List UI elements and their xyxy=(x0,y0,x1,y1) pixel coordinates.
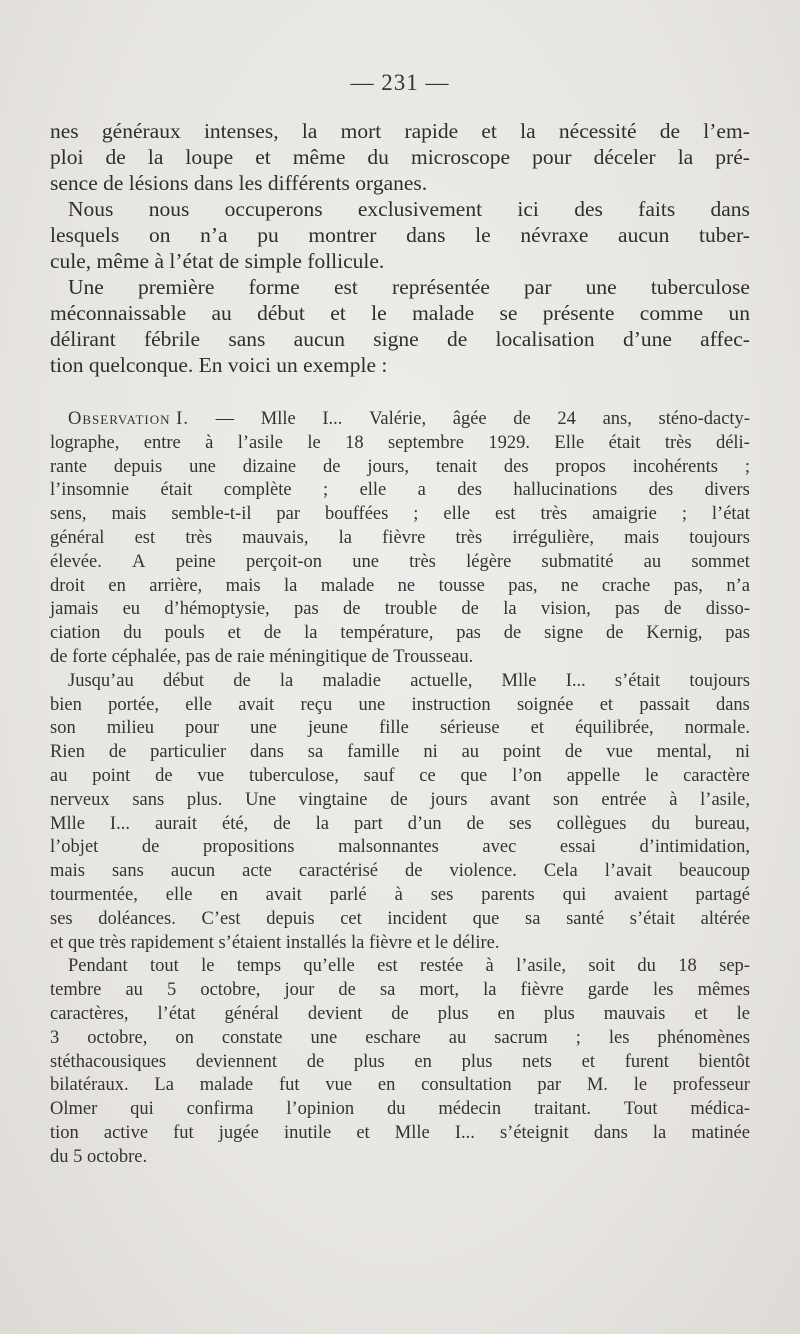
text-line: au point de vue tuberculose, sauf ce que l’on appelle le caractère xyxy=(50,765,750,786)
text-line: de forte céphalée, pas de raie méningitique de Trousseau. xyxy=(50,646,474,667)
text-line: tembre au 5 octobre, jour de sa mort, la fièvre garde les mêmes xyxy=(50,980,750,1001)
text-line: Rien de particulier dans sa famille ni au point de vue mental, ni xyxy=(50,742,750,763)
text-line: tion active fut jugée inutile et Mlle I... s’éteignit dans la matinée xyxy=(50,1122,750,1143)
text-line: Olmer qui confirma l’opinion du médecin traitant. Tout médica- xyxy=(50,1099,750,1120)
observation-text xyxy=(50,408,750,1170)
text-line: sens, mais semble-t-il par bouffées ; elle est très amaigrie ; l’état xyxy=(50,504,750,525)
text-line: Jusqu’au début de la maladie actuelle, Mlle I... s’était toujours xyxy=(68,670,750,691)
text-line: ses doléances. C’est depuis cet incident que sa santé s’était altérée xyxy=(50,908,750,929)
text-line: Mlle I... aurait été, de la part d’un de ses collègues du bureau, xyxy=(50,813,750,834)
text-line: du 5 octobre. xyxy=(50,1146,148,1167)
text-line: cule, même à l’état de simple follicule. xyxy=(50,249,385,273)
text-line: l’objet de propositions malsonnantes avec essai d’intimidation, xyxy=(50,837,750,858)
text-line: Une première forme est représentée par une tuberculose xyxy=(68,275,750,299)
text-line: élevée. A peine perçoit-on une très légère submatité au sommet xyxy=(50,551,750,572)
text-line: droit en arrière, mais la malade ne tousse pas, ne crache pas, n’a xyxy=(50,575,750,596)
text-line: lographe, entre à l’asile le 18 septembre 1929. Elle était très déli- xyxy=(50,432,750,453)
text-line: bien portée, elle avait reçu une instruction soignée et passait dans xyxy=(50,694,750,715)
text-line: Pendant tout le temps qu’elle est restée à l’asile, soit du 18 sep- xyxy=(68,956,750,977)
text-line: ploi de la loupe et même du microscope pour déceler la pré- xyxy=(50,145,750,169)
text-line: sence de lésions dans les différents organes. xyxy=(50,171,428,195)
text-line: nes généraux intenses, la mort rapide et la nécessité de l’em- xyxy=(50,119,750,143)
text-line: 3 octobre, on constate une eschare au sacrum ; les phénomènes xyxy=(50,1027,750,1048)
text-line: caractères, l’état général devient de plus en plus mauvais et le xyxy=(50,1003,750,1024)
text-line: bilatéraux. La malade fut vue en consultation par M. le professeur xyxy=(50,1075,750,1096)
text-line: méconnaissable au début et le malade se présente comme un xyxy=(50,301,750,325)
text-line: et que très rapidement s’étaient installés la fièvre et le délire. xyxy=(50,932,500,953)
text-line: rante depuis une dizaine de jours, tenait des propos incohérents ; xyxy=(50,456,750,477)
text-line: jamais eu d’hémoptysie, pas de trouble de la vision, pas de disso- xyxy=(50,599,750,620)
text-line: général est très mauvais, la fièvre très irrégulière, mais toujours xyxy=(50,527,750,548)
text-line: Nous nous occuperons exclusivement ici des faits dans xyxy=(68,197,750,221)
text-line: stéthacousiques deviennent de plus en plus nets et furent bientôt xyxy=(50,1051,750,1072)
text-line: mais sans aucun acte caractérisé de violence. Cela l’avait beaucoup xyxy=(50,861,750,882)
text-line: l’insomnie était complète ; elle a des hallucinations des divers xyxy=(50,480,750,501)
text-line: lesquels on n’a pu montrer dans le névraxe aucun tuber- xyxy=(50,223,750,247)
text-line: son milieu pour une jeune fille sérieuse et équilibrée, normale. xyxy=(50,718,750,739)
text-line: nerveux sans plus. Une vingtaine de jours avant son entrée à l’asile, xyxy=(50,789,750,810)
intro-text xyxy=(50,118,750,378)
text-line: Observation I. — Mlle I... Valérie, âgée de 24 ans, sténo-dacty- xyxy=(50,408,750,432)
text-line: tion quelconque. En voici un exemple : xyxy=(50,353,388,377)
page-number: — 231 — xyxy=(350,70,450,95)
text-line: ciation du pouls et de la température, pas de signe de Kernig, pas xyxy=(50,623,750,644)
observation-heading: Observation I. xyxy=(68,409,189,429)
text-line: délirant fébrile sans aucun signe de localisation d’une affec- xyxy=(50,327,750,351)
text-line: tourmentée, elle en avait parlé à ses parents qui avaient partagé xyxy=(50,884,750,905)
